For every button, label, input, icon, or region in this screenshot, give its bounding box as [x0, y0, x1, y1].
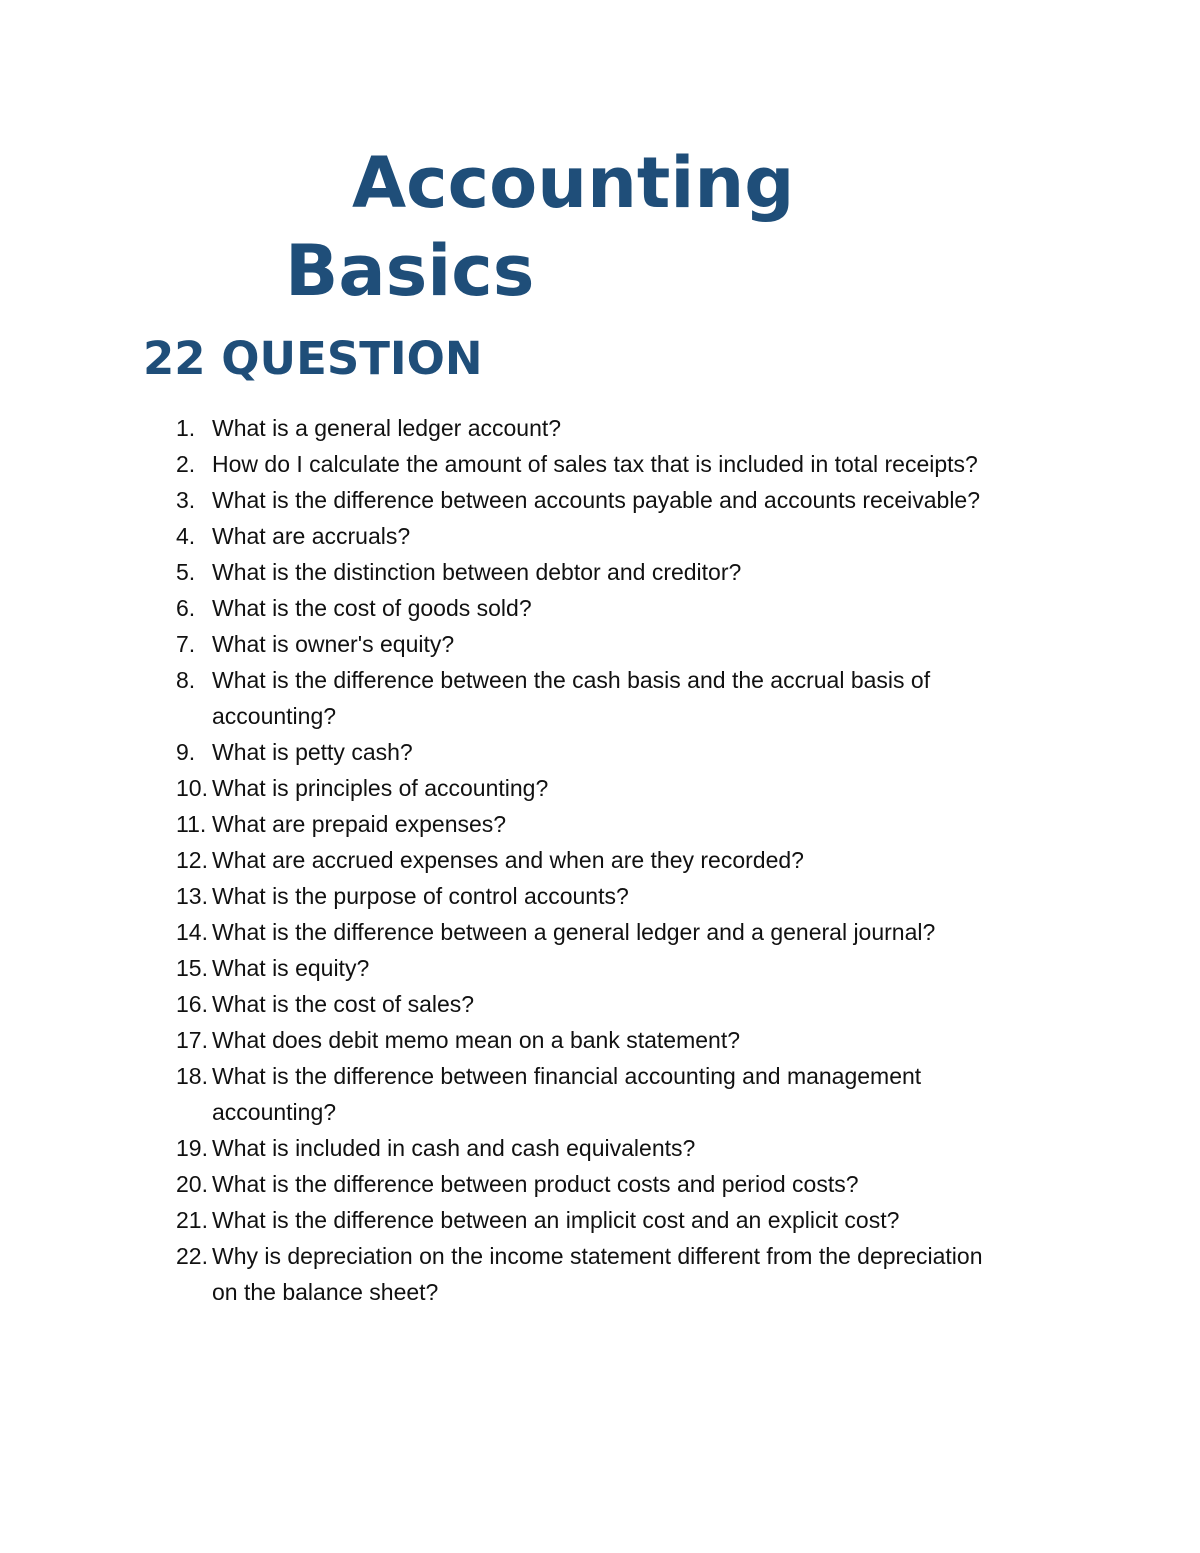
question-item [176, 950, 1076, 986]
question-list [176, 410, 1076, 1310]
question-text: What is the difference between the cash basis and the accrual basis of accounting? [212, 667, 931, 729]
question-text: What is the difference between a general ledger and a general journal? [212, 919, 936, 945]
question-number: 6. [176, 595, 196, 621]
question-item [176, 878, 1076, 914]
question-number: 8. [176, 667, 196, 693]
document-title-line-1: Accounting [352, 142, 795, 224]
question-item [176, 806, 1076, 842]
question-item [176, 842, 1076, 878]
question-number: 18. [176, 1063, 208, 1089]
question-number: 13. [176, 883, 208, 909]
question-text: What is the distinction between debtor and creditor? [212, 559, 742, 585]
question-number: 11. [176, 811, 207, 837]
question-number: 17. [176, 1027, 208, 1053]
question-item [176, 446, 1076, 482]
question-item [176, 1058, 1076, 1130]
question-text: What does debit memo mean on a bank statement? [212, 1027, 741, 1053]
question-number: 19. [176, 1135, 208, 1161]
question-text: What is the difference between an implicit cost and an explicit cost? [212, 1207, 900, 1233]
question-text: How do I calculate the amount of sales tax that is included in total receipts? [212, 451, 978, 477]
question-number: 5. [176, 559, 196, 585]
question-number: 22. [176, 1243, 208, 1269]
question-number: 20. [176, 1171, 208, 1197]
question-item [176, 1130, 1076, 1166]
question-item [176, 1202, 1076, 1238]
question-number: 10. [176, 775, 208, 801]
question-number: 4. [176, 523, 196, 549]
question-number: 1. [176, 415, 196, 441]
question-text: What is the difference between product costs and period costs? [212, 1171, 859, 1197]
question-item [176, 482, 1076, 518]
question-item [176, 662, 1076, 734]
question-item [176, 1166, 1076, 1202]
question-text: What are accrued expenses and when are they recorded? [212, 847, 804, 873]
document-subtitle: 22 QUESTION [143, 332, 483, 385]
question-text: What is the cost of sales? [212, 991, 475, 1017]
question-text: What is petty cash? [212, 739, 413, 765]
question-item [176, 1238, 1076, 1310]
question-number: 9. [176, 739, 196, 765]
question-text: What is principles of accounting? [212, 775, 549, 801]
question-item [176, 590, 1076, 626]
document-title-line-2: Basics [285, 230, 535, 312]
question-number: 21. [176, 1207, 208, 1233]
question-item [176, 518, 1076, 554]
question-number: 2. [176, 451, 196, 477]
question-number: 16. [176, 991, 208, 1017]
question-text: What is owner's equity? [212, 631, 455, 657]
question-text: What are prepaid expenses? [212, 811, 507, 837]
question-text: What is included in cash and cash equivalents? [212, 1135, 696, 1161]
question-item [176, 1022, 1076, 1058]
question-text: What is the difference between financial accounting and management accounting? [212, 1063, 922, 1125]
question-item [176, 770, 1076, 806]
question-text: What is the purpose of control accounts? [212, 883, 629, 909]
question-item [176, 626, 1076, 662]
question-text: What is the cost of goods sold? [212, 595, 532, 621]
question-item [176, 410, 1076, 446]
question-item [176, 734, 1076, 770]
question-item [176, 554, 1076, 590]
question-number: 15. [176, 955, 208, 981]
question-item [176, 914, 1076, 950]
question-text: Why is depreciation on the income statement different from the depreciation on the balance sheet? [212, 1243, 983, 1305]
question-text: What is the difference between accounts payable and accounts receivable? [212, 487, 981, 513]
question-number: 12. [176, 847, 208, 873]
question-number: 3. [176, 487, 196, 513]
question-text: What is equity? [212, 955, 370, 981]
question-item [176, 986, 1076, 1022]
question-number: 14. [176, 919, 208, 945]
question-text: What is a general ledger account? [212, 415, 562, 441]
question-number: 7. [176, 631, 196, 657]
question-text: What are accruals? [212, 523, 411, 549]
